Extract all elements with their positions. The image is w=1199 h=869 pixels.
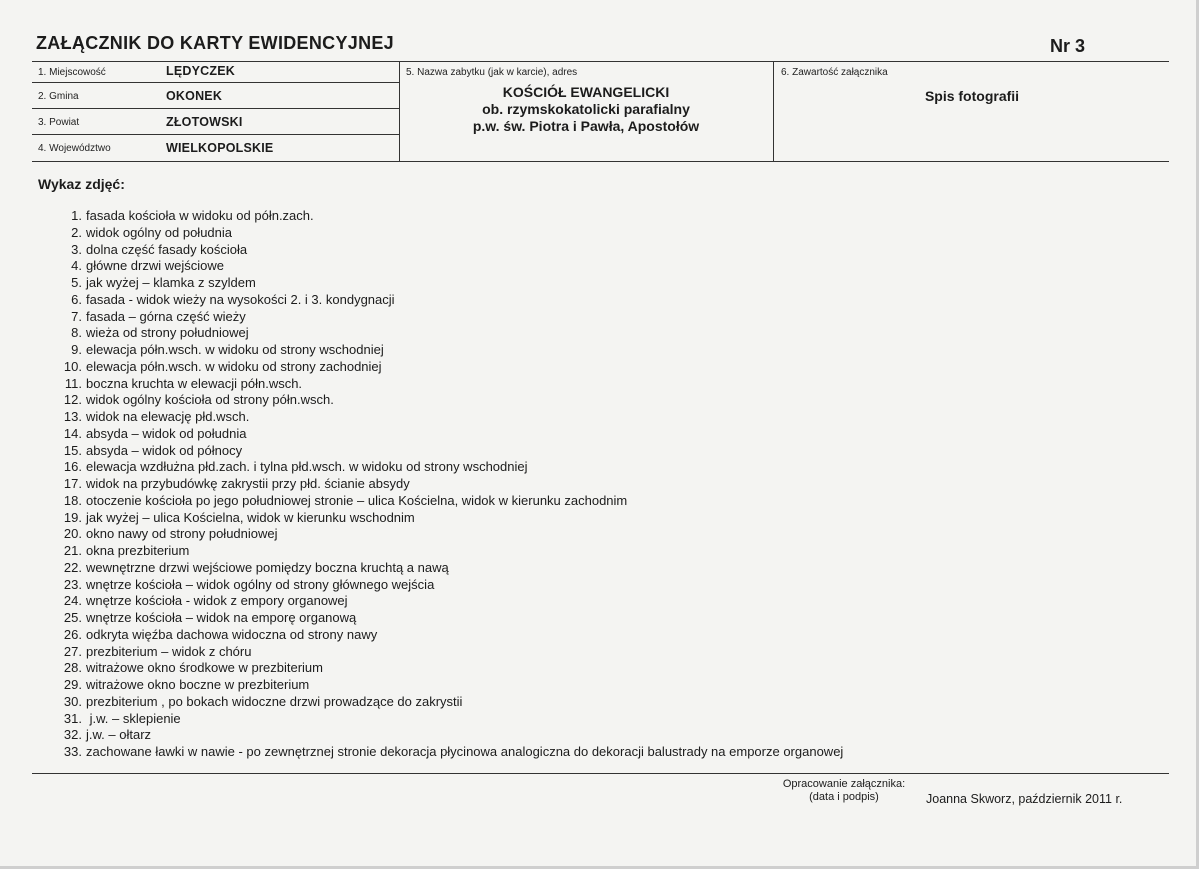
- photo-list: [52, 208, 843, 761]
- list-item: [52, 677, 843, 694]
- list-item-text: okna prezbiterium: [86, 543, 190, 558]
- footer-label: [770, 778, 918, 804]
- list-item: [52, 208, 843, 225]
- list-item: [52, 711, 843, 728]
- list-item: [52, 443, 843, 460]
- list-item: [52, 577, 843, 594]
- list-item-text: odkryta więźba dachowa widoczna od strony nawy: [86, 626, 378, 642]
- list-item: [52, 376, 843, 393]
- list-item-number: 17.: [63, 476, 82, 491]
- list-item-text: j.w. – ołtarz: [86, 727, 152, 743]
- list-item-number: 32.: [63, 727, 82, 743]
- list-item: [52, 292, 843, 309]
- list-item-text: widok ogólny kościoła od strony półn.wsch.: [86, 392, 334, 408]
- list-item-text: widok na przybudówkę zakrystii przy płd. ścianie absydy: [86, 476, 410, 491]
- list-item-text: wnętrze kościoła – widok ogólny od strony głównego wejścia: [86, 576, 435, 592]
- content-label: 6. Zawartość załącznika: [781, 67, 888, 78]
- list-item-text: wewnętrzne drzwi wejściowe pomiędzy boczna kruchtą a nawą: [86, 559, 449, 575]
- list-item-text: prezbiterium , po bokach widoczne drzwi prowadzące do zakrystii: [86, 693, 463, 709]
- list-item: [52, 459, 843, 476]
- list-item: [52, 309, 843, 326]
- monument-line-3: p.w. św. Piotra i Pawła, Apostołów: [472, 118, 700, 134]
- list-item: [52, 225, 843, 242]
- list-item: [52, 476, 843, 493]
- monument-name: [399, 84, 773, 135]
- photo-list-title: Wykaz zdjęć:: [38, 176, 125, 192]
- footer-label-line-1: Opracowanie załącznika:: [782, 778, 906, 790]
- list-item-text: j.w. – sklepienie: [86, 710, 181, 726]
- list-item-number: 12.: [63, 392, 82, 408]
- list-item-text: witrażowe okno boczne w prezbiterium: [86, 677, 310, 692]
- list-item-text: boczna kruchta w elewacji półn.wsch.: [86, 375, 303, 391]
- list-item-number: 23.: [63, 576, 82, 592]
- list-item-number: 31.: [63, 710, 82, 726]
- list-item-text: widok na elewację płd.wsch.: [86, 409, 250, 424]
- list-item-text: fasada - widok wieży na wysokości 2. i 3. kondygnacji: [86, 291, 395, 307]
- list-item-text: otoczenie kościoła po jego południowej stronie – ulica Kościelna, widok w kierunku zachodnim: [86, 492, 628, 508]
- list-item-number: 6.: [71, 291, 82, 307]
- list-item: [52, 493, 843, 510]
- footer-label-line-2: (data i podpis): [809, 791, 879, 803]
- list-item-number: 3.: [71, 241, 82, 257]
- list-item-text: okno nawy od strony południowej: [86, 526, 278, 542]
- list-item-number: 5.: [71, 275, 82, 290]
- row-divider: [32, 82, 399, 83]
- column-divider: [773, 61, 774, 161]
- list-item-number: 30.: [63, 693, 82, 709]
- list-item-number: 7.: [71, 308, 82, 324]
- list-item-text: elewacja wzdłużna płd.zach. i tylna płd.wsch. w widoku od strony wschodniej: [86, 459, 528, 475]
- list-item: [52, 644, 843, 661]
- list-item-number: 27.: [63, 643, 82, 659]
- list-item-number: 25.: [63, 610, 82, 625]
- field-value-district: ZŁOTOWSKI: [166, 115, 243, 129]
- list-item-number: 9.: [71, 342, 82, 357]
- monument-line-1: KOŚCIÓŁ EWANGELICKI: [502, 84, 670, 100]
- list-item-number: 2.: [71, 224, 82, 240]
- list-item-text: elewacja półn.wsch. w widoku od strony wschodniej: [86, 342, 384, 357]
- list-item-number: 15.: [63, 442, 82, 458]
- list-item-text: jak wyżej – ulica Kościelna, widok w kierunku wschodnim: [86, 509, 415, 525]
- list-item-number: 29.: [63, 677, 82, 692]
- list-item-text: fasada kościoła w widoku od półn.zach.: [86, 208, 314, 223]
- document-title: ZAŁĄCZNIK DO KARTY EWIDENCYJNEJ: [36, 33, 394, 53]
- list-item: [52, 593, 843, 610]
- list-item-text: elewacja półn.wsch. w widoku od strony zachodniej: [86, 358, 382, 374]
- list-item-text: główne drzwi wejściowe: [86, 258, 224, 274]
- list-item-number: 11.: [64, 375, 82, 391]
- list-item: [52, 392, 843, 409]
- list-item-number: 10.: [63, 358, 82, 374]
- list-item: [52, 325, 843, 342]
- list-item-number: 28.: [63, 660, 82, 676]
- list-item-number: 21.: [63, 543, 82, 558]
- list-item: [52, 409, 843, 426]
- list-item: [52, 526, 843, 543]
- list-item-number: 24.: [63, 593, 82, 609]
- field-label-locality: 1. Miejscowość: [38, 67, 106, 78]
- list-item-number: 16.: [63, 459, 82, 475]
- list-item-text: wnętrze kościoła - widok z empory organowej: [86, 593, 348, 609]
- footer-rule: [32, 773, 1169, 774]
- list-item-text: widok ogólny od południa: [86, 224, 232, 240]
- list-item: [52, 275, 843, 292]
- header-bottom-rule: [32, 161, 1169, 162]
- footer-author: Joanna Skworz, październik 2011 r.: [926, 792, 1123, 806]
- list-item-number: 18.: [63, 492, 82, 508]
- list-item-number: 13.: [63, 409, 82, 424]
- list-item-text: wieża od strony południowej: [86, 325, 249, 341]
- list-item: [52, 426, 843, 443]
- list-item: [52, 660, 843, 677]
- row-divider: [32, 108, 399, 109]
- list-item-number: 19.: [63, 509, 82, 525]
- list-item-number: 33.: [63, 744, 82, 759]
- list-item: [52, 727, 843, 744]
- list-item: [52, 543, 843, 560]
- list-item: [52, 359, 843, 376]
- list-item-text: absyda – widok od południa: [86, 425, 247, 441]
- list-item: [52, 627, 843, 644]
- list-item: [52, 560, 843, 577]
- field-value-voivodeship: WIELKOPOLSKIE: [166, 141, 274, 155]
- list-item-number: 26.: [63, 626, 82, 642]
- list-item-number: 20.: [63, 526, 82, 542]
- list-item: [52, 744, 843, 761]
- field-value-locality: LĘDYCZEK: [166, 64, 235, 78]
- list-item-text: jak wyżej – klamka z szyldem: [86, 275, 256, 290]
- title-rule: [32, 61, 1169, 62]
- list-item: [52, 242, 843, 259]
- list-item-number: 14.: [63, 425, 82, 441]
- list-item-text: absyda – widok od północy: [86, 442, 243, 458]
- list-item: [52, 342, 843, 359]
- list-item-text: zachowane ławki w nawie - po zewnętrznej stronie dekoracja płycinowa analogiczna do dekoracji balustrady na emporze organowej: [86, 744, 844, 759]
- row-divider: [32, 134, 399, 135]
- list-item-text: witrażowe okno środkowe w prezbiterium: [86, 660, 323, 676]
- list-item-text: wnętrze kościoła – widok na emporę organową: [86, 610, 357, 625]
- monument-line-2: ob. rzymskokatolicki parafialny: [482, 101, 690, 117]
- list-item: [52, 610, 843, 627]
- list-item: [52, 694, 843, 711]
- monument-label: 5. Nazwa zabytku (jak w karcie), adres: [406, 67, 578, 78]
- list-item: [52, 510, 843, 527]
- list-item: [52, 258, 843, 275]
- list-item-number: 1.: [71, 208, 82, 223]
- field-label-voivodeship: 4. Województwo: [38, 143, 111, 154]
- attachment-number: Nr 3: [1050, 36, 1086, 56]
- list-item-text: prezbiterium – widok z chóru: [86, 643, 252, 659]
- list-item-number: 4.: [71, 258, 82, 274]
- list-item-text: fasada – górna część wieży: [86, 308, 246, 324]
- list-item-text: dolna część fasady kościoła: [86, 241, 248, 257]
- list-item-number: 8.: [71, 325, 82, 341]
- field-label-commune: 2. Gmina: [38, 91, 79, 102]
- content-value: Spis fotografii: [924, 88, 1020, 104]
- field-label-district: 3. Powiat: [38, 117, 80, 128]
- list-item-number: 22.: [63, 559, 82, 575]
- field-value-commune: OKONEK: [166, 89, 223, 103]
